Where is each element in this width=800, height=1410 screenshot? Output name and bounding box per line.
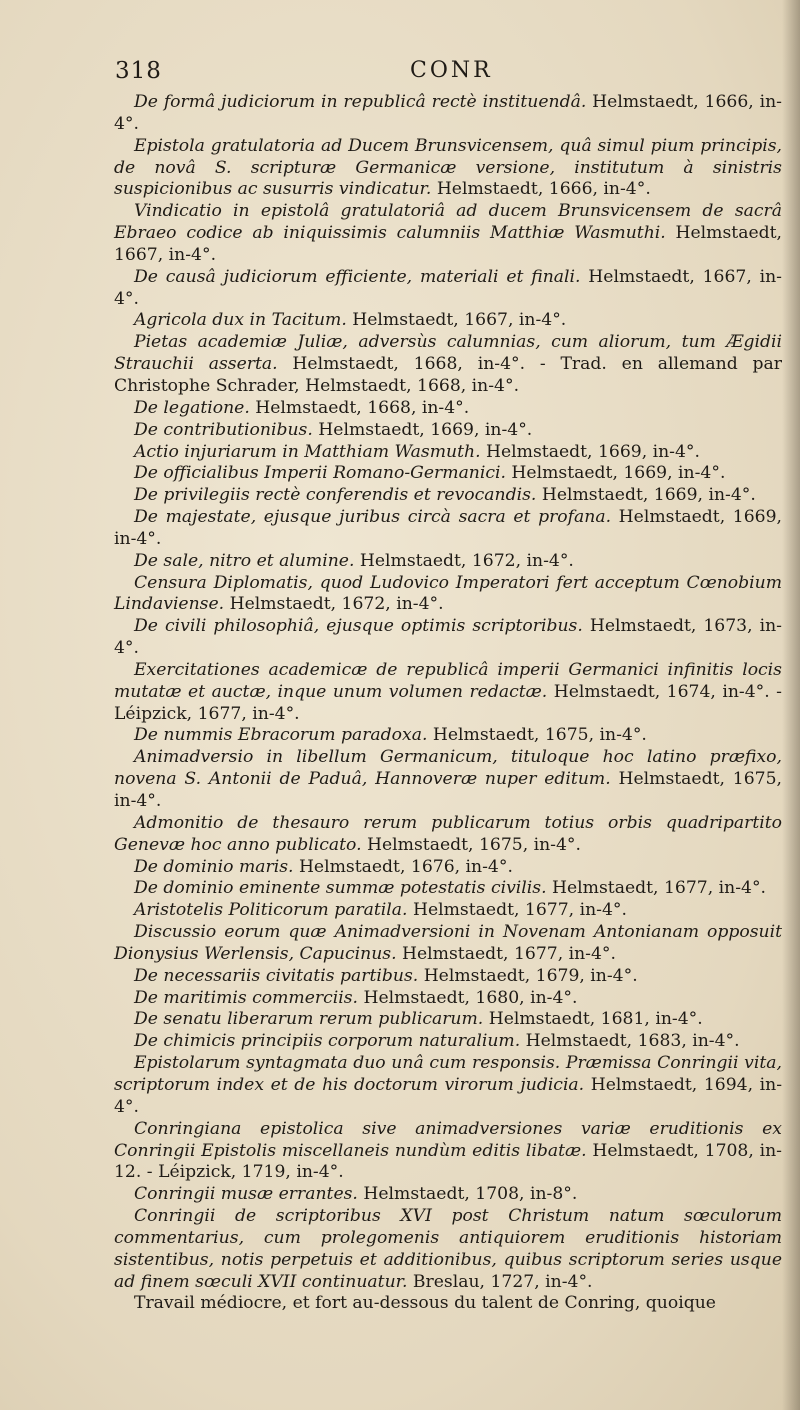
work-title: Actio injuriarum in Matthiam Wasmuth. [134,441,481,462]
publication-details: Helmstaedt, 1668, in-4°. [249,397,470,418]
publication-details: Helmstaedt, 1694, in-4°. [114,1074,782,1117]
work-title: Agricola dux in Tacitum. [134,310,347,331]
bibliography-entry [114,1009,782,1031]
work-title: De legatione. [134,397,250,418]
bibliography-entry [114,573,782,617]
bibliography-entry [114,92,782,136]
work-title: Epistola gratulatoria ad Ducem Brunsvicensem, quâ simul pium principis, de novâ S. scripturæ Germanicæ versione, institutum à sinistris suspicionibus ac susurris vindicatur. [114,135,782,200]
work-title: De senatu liberarum rerum publicarum. [134,1009,484,1030]
bibliography-list [114,92,782,1315]
work-title: De dominio maris. [134,856,294,877]
bibliography-entry [114,1119,782,1185]
publication-details: Helmstaedt, 1673, in-4°. [114,616,782,659]
bibliography-entry [114,878,782,900]
bibliography-entry [114,616,782,660]
publication-details: Helmstaedt, 1666, in-4°. [114,92,782,134]
bibliography-entry [114,310,782,332]
work-title: Vindicatio in epistolâ gratulatoriâ ad ducem Brunsvicensem de sacrâ Ebraeo codice ab iniquissimis calumniis Matthiæ Wasmuthi. [114,201,782,244]
work-title: Pietas academiæ Juliæ, adversùs calumnias, cum aliorum, tum Ægidii Strauchii asserta. [114,332,782,375]
work-title: Exercitationes academicæ de republicâ imperii Germanici infinitis locis mutatæ et auctæ, inque unum volumen redactæ. [114,659,782,702]
bibliography-entry [114,267,782,311]
publication-details: Helmstaedt, 1675, in-4°. [361,834,581,855]
bibliography-entry [114,813,782,857]
publication-details: Helmstaedt, 1669, in-4°. [114,507,783,549]
running-head: CONR [410,58,493,83]
publication-details: Helmstaedt, 1675, in-4°. [427,725,647,746]
bibliography-entry [114,1031,782,1053]
bibliography-entry [114,463,782,485]
bibliography-entry [114,551,782,573]
publication-details: Helmstaedt, 1681, in-4°. [483,1009,703,1030]
work-title: De necessariis civitatis partibus. [134,965,419,986]
work-title: Admonitio de thesauro rerum publicarum totius orbis quadripartito Genevæ hoc anno publicato. [114,812,782,855]
work-title: Conringii musæ errantes. [134,1184,358,1205]
bibliography-entry [114,507,782,551]
publication-details: Breslau, 1727, in-4°. [407,1271,593,1292]
bibliography-entry [114,1206,782,1293]
bibliography-entry [114,398,782,420]
publication-details: Helmstaedt, 1708, in-8°. [357,1184,578,1205]
work-title: De nummis Ebracorum paradoxa. [134,725,428,746]
page-edge-shadow [782,0,800,1410]
page-header [115,58,780,92]
publication-details: Helmstaedt, 1679, in-4°. [418,965,638,986]
bibliography-entry [114,966,782,988]
publication-details: Helmstaedt, 1675, in-4°. [114,769,782,811]
work-title: De maritimis commerciis. [134,987,359,1008]
work-title: De contributionibus. [134,419,313,440]
publication-details: Helmstaedt, 1683, in-4°. [520,1031,740,1052]
publication-details: Helmstaedt, 1708, in-12. - Léipzick, 1719, in-4°. [114,1140,782,1183]
work-title: De formâ judiciorum in republicâ rectè instituendâ. [134,92,587,112]
work-title: Aristotelis Politicorum paratila. [134,900,408,921]
bibliography-entry [114,332,782,398]
work-title: De dominio eminente summæ potestatis civilis. [134,878,547,899]
bibliography-entry [114,725,782,747]
work-title: Censura Diplomatis, quod Ludovico Imperatori fert acceptum Cœnobium Lindaviense. [114,572,782,615]
bibliography-entry [114,485,782,507]
publication-details: Helmstaedt, 1676, in-4°. [293,856,513,877]
publication-details: Helmstaedt, 1672, in-4°. [354,550,574,571]
publication-details: Helmstaedt, 1680, in-4°. [358,987,578,1008]
bibliography-entry [114,900,782,922]
publication-details: Helmstaedt, 1669, in-4°. [312,419,533,440]
publication-details: Helmstaedt, 1677, in-4°. [396,943,616,964]
work-title: De privilegiis rectè conferendis et revocandis. [134,485,537,506]
work-title: De civili philosophiâ, ejusque optimis scriptoribus. [134,616,583,637]
bibliography-entry [114,136,782,202]
publication-details: Helmstaedt, 1667, in-4°. [114,223,782,265]
bibliography-entry [114,857,782,879]
publication-details: Helmstaedt, 1668, in-4°. - Trad. en allemand par Christophe Schrader, Helmstaedt, 1668, in-4°. [114,354,783,396]
publication-details: Helmstaedt, 1669, in-4°. [480,441,700,462]
bibliography-entry [114,201,782,267]
work-title: De sale, nitro et alumine. [134,550,355,571]
publication-details: Helmstaedt, 1672, in-4°. [224,594,444,615]
publication-details: Helmstaedt, 1667, in-4°. [114,266,782,309]
publication-details: Helmstaedt, 1667, in-4°. [346,310,567,331]
publication-details: Helmstaedt, 1669, in-4°. [536,485,756,506]
work-title: Conringiana epistolica sive animadversiones variæ eruditionis ex Conringii Epistolis miscellaneis nundùm editis libatæ. [114,1118,782,1161]
bibliography-entry [114,747,782,813]
bibliography-entry [114,922,782,966]
work-title: Discussio eorum quæ Animadversioni in Novenam Antonianam opposuit Dionysius Werlensis, Capucinus. [114,922,782,964]
publication-details: Helmstaedt, 1677, in-4°. [546,878,766,899]
work-title: Conringii de scriptoribus XVI post Christum natum sœculorum commentarius, cum prolegomenis antiquiorem eruditionis historiam sistentibus, notis perpetuis et additionibus, quibus scriptorum series usque ad finem sœculi XVII continuatur. [114,1206,782,1292]
bibliography-entry [114,660,782,726]
bibliography-entry [114,442,782,464]
publication-details: Helmstaedt, 1674, in-4°. - Léipzick, 1677, in-4°. [114,681,782,724]
publication-details: Helmstaedt, 1669, in-4°. [505,463,726,484]
commentary-line [114,1293,782,1315]
bibliography-entry [114,1053,782,1119]
work-title: Animadversio in libellum Germanicum, tituloque hoc latino præfixo, novena S. Antonii de Paduâ, Hannoveræ nuper editum. [114,747,782,790]
bibliography-entry [114,420,782,442]
work-title: De causâ judiciorum efficiente, materiali et finali. [134,266,581,287]
commentary-text: Travail médiocre, et fort au-dessous du talent de Conring, quoique [134,1293,716,1314]
work-title: Epistolarum syntagmata duo unâ cum responsis. Præmissa Conringii vita, scriptorum index et de his doctorum virorum judicia. [114,1053,782,1095]
work-title: De officialibus Imperii Romano-Germanici. [134,463,506,484]
bibliography-entry [114,1184,782,1206]
publication-details: Helmstaedt, 1677, in-4°. [407,900,627,921]
work-title: De chimicis principiis corporum naturalium. [134,1031,521,1052]
bibliography-entry [114,988,782,1010]
page-number: 318 [115,58,162,84]
publication-details: Helmstaedt, 1666, in-4°. [431,179,651,200]
work-title: De majestate, ejusque juribus circà sacra et profana. [134,507,612,528]
